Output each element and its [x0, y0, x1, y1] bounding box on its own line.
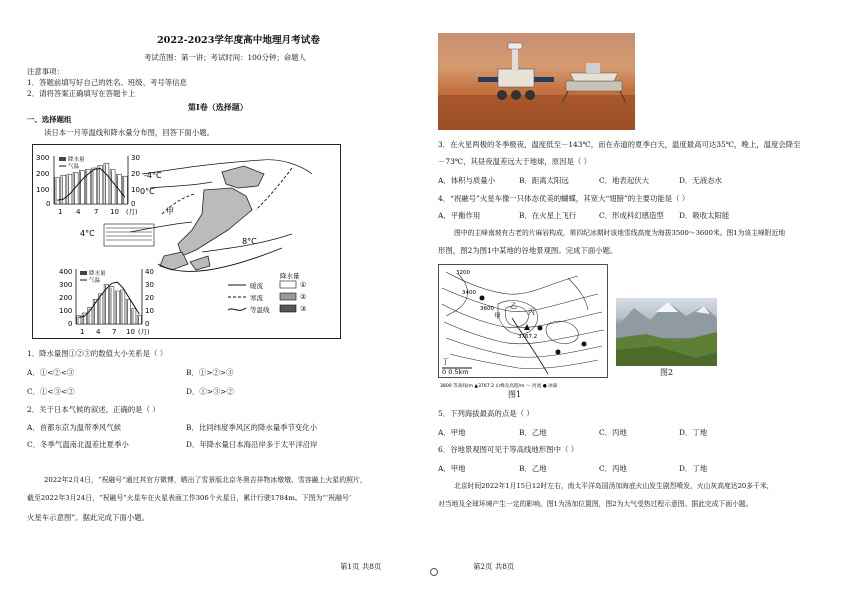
point-jia: 甲	[494, 312, 501, 320]
point-ding: 丁	[442, 358, 449, 366]
legend-temp: 气温	[68, 164, 80, 170]
q3-option-c[interactable]: C．地表起伏大	[599, 176, 649, 185]
q3-option-d[interactable]: D．无液态水	[679, 176, 722, 185]
q5-option-c[interactable]: C．丙地	[599, 428, 627, 437]
x-tick: 4	[96, 328, 101, 336]
passage-topo-line-2: 形图，图2为图1中某地的谷地景观图。完成下面小题。	[438, 246, 618, 255]
precip-bar	[98, 166, 103, 204]
japan-isotherm-precip-map	[32, 144, 342, 340]
x-tick: 1	[80, 328, 85, 336]
y-left-tick: 300	[36, 154, 50, 162]
q4-option-a[interactable]: A．平衡作用	[438, 211, 481, 220]
x-tick: 4	[76, 208, 81, 216]
question-3: 3．在火星两极的冬季极夜，温度低至－143℃，而在赤道的夏季白天，温度最高可达35℃，晚上，温度会降至	[438, 140, 801, 149]
precip-bar	[88, 308, 92, 325]
precip-bar	[92, 168, 97, 204]
passage-tonga-line-2: 对当地及全球环境产生一定的影响。图1为汤加位置图，图2为大气受热过程示意图。据此完成下面小题。	[438, 500, 753, 508]
question-intro: 读日本一月等温线和降水量分布图，回答下面小题。	[44, 128, 214, 137]
notes-heading: 注意事项：	[27, 67, 64, 76]
q3-option-a[interactable]: A．体积与质量小	[438, 176, 496, 185]
legend-precip-swatch	[59, 157, 66, 161]
y-left-tick: 400	[59, 268, 73, 276]
y-left-tick: 100	[59, 307, 73, 315]
peak-elevation: 3767.2	[518, 334, 538, 340]
legend-zone-1: ①	[300, 281, 307, 289]
point-bing: 丙	[528, 308, 535, 316]
y-right-tick: 40	[145, 268, 154, 276]
legend-zone-3: ③	[300, 305, 307, 313]
precip-bar	[104, 163, 109, 204]
q6-option-b[interactable]: B．乙地	[519, 464, 547, 473]
q6-option-a[interactable]: A．甲地	[438, 464, 466, 473]
note-1: 1．答题前填写好自己的姓名、班级、考号等信息	[27, 78, 187, 87]
legend-precip: 降水量	[68, 157, 85, 163]
page-footer-left: 第1页 共8页	[340, 562, 382, 571]
part-title: 第Ⅰ卷（选择题）	[188, 102, 248, 112]
y-right-tick: 30	[131, 154, 140, 162]
question-2: 2．关于日本气候的叙述，正确的是（ ）	[27, 405, 160, 414]
y-right-tick: 10	[131, 186, 140, 194]
zhurong-rover-photo	[438, 33, 635, 130]
x-tick: 7	[112, 328, 117, 336]
legend-zone-2: ②	[300, 293, 307, 301]
isotherm-label-4: 4°C	[80, 229, 95, 238]
precip-bar	[67, 174, 72, 204]
q2-option-c[interactable]: C．冬季气温南北温差比夏季小	[27, 440, 129, 449]
q5-option-b[interactable]: B．乙地	[519, 428, 547, 437]
q4-option-c[interactable]: C．形成科幻感造型	[599, 211, 664, 220]
map-scale: 0 0.5km	[442, 368, 469, 376]
question-5: 5．下列海拔最高的点是（ ）	[438, 409, 534, 418]
isotherm-label-minus4: -4°C	[144, 171, 162, 180]
q2-option-a[interactable]: A．首都东京为温带季风气候	[27, 423, 122, 432]
q1-option-c[interactable]: C．①<③<②	[27, 387, 75, 396]
question-4: 4．“祝融号”火星车像一只体态优美的蝴蝶，其宽大“翅膀”的主要功能是（ ）	[438, 194, 690, 203]
precip-bar	[121, 290, 125, 324]
x-unit: (月)	[138, 328, 150, 336]
elev-3400: 3400	[462, 290, 476, 296]
precip-bar	[132, 309, 136, 324]
legend-precip: 降水量	[89, 271, 106, 277]
exam-title: 2022-2023学年度高中地理月考试卷	[157, 35, 320, 46]
passage-line-3: 火星车示意图”。据此完成下面小题。	[27, 513, 150, 522]
exam-scope: 考试范围：第一讲；考试时间：100分钟；命题人	[144, 53, 306, 62]
question-1: 1．降水量图①②③的数值大小关系是（ ）	[27, 349, 168, 358]
x-tick: 7	[94, 208, 99, 216]
q6-option-d[interactable]: D．丁地	[679, 464, 708, 473]
legend-isotherm: 等温线	[250, 306, 270, 314]
legend-temp: 气温	[89, 278, 101, 284]
topo-legend: 3800 等高线/m ▲3767.2 山峰及高程/m ～ 河流 ● 冰碛	[440, 384, 558, 389]
isotherm-label-0: 0°C	[140, 187, 155, 196]
passage-topo-line-1: 图中的主峰南坡有古老的片麻岩构成，第四纪冰期时该地雪线高度为海拔3500～3600米。图1为该主峰附近地	[454, 229, 786, 237]
precip-bar	[137, 315, 141, 324]
q4-option-b[interactable]: B．在火星上飞行	[519, 211, 577, 220]
note-2: 2．请将答案正确填写在答题卡上	[27, 89, 136, 98]
y-right-tick: 20	[131, 170, 140, 178]
question-3-line2: －73℃，其昼夜温差远大于地球，原因是（ ）	[438, 157, 592, 166]
x-tick: 10	[126, 328, 135, 336]
q3-option-b[interactable]: B．距离太阳远	[519, 176, 569, 185]
page-divider-icon	[430, 568, 438, 576]
precip-bar	[79, 170, 84, 204]
legend-warm: 暖流	[250, 282, 263, 290]
elev-3600: 3600	[480, 306, 494, 312]
y-left-tick: 200	[36, 170, 50, 178]
precip-bar	[122, 176, 127, 204]
y-right-tick: 30	[145, 281, 154, 289]
topographic-map	[438, 264, 608, 390]
q5-option-a[interactable]: A．甲地	[438, 428, 466, 437]
precip-bar	[126, 299, 130, 324]
precip-bar	[110, 169, 115, 204]
location-jia: 甲	[166, 207, 174, 216]
precip-bar	[110, 287, 114, 324]
point-yi: 乙	[510, 302, 517, 310]
x-unit: (月)	[126, 208, 138, 216]
x-tick: 1	[58, 208, 63, 216]
q1-option-d[interactable]: D．①>③>②	[186, 387, 234, 396]
q5-option-d[interactable]: D．丁地	[679, 428, 708, 437]
figure-1-caption: 图1	[508, 390, 522, 399]
y-left-tick: 0	[46, 200, 51, 208]
q1-option-a[interactable]: A．①<②<③	[27, 368, 75, 377]
precip-bar	[73, 172, 78, 204]
y-left-tick: 200	[59, 294, 73, 302]
y-left-tick: 0	[68, 320, 73, 328]
figure-2-caption: 图2	[660, 368, 674, 377]
y-right-tick: 0	[131, 200, 136, 208]
y-left-tick: 300	[59, 281, 73, 289]
passage-line-2: 截至2022年3月24日，“祝融号”火星车在火星表面工作306个火星日，累计行驶1784m。下图为“‘祝融号’	[27, 494, 352, 502]
legend-precip-title: 降水量	[280, 272, 300, 280]
q6-option-c[interactable]: C．丙地	[599, 464, 627, 473]
q2-option-b[interactable]: B．比同纬度季风区的降水量季节变化小	[186, 423, 318, 432]
y-right-tick: 20	[145, 294, 154, 302]
y-right-tick: 0	[145, 320, 150, 328]
question-6: 6．谷地景观图可见于等高线地形图中（ ）	[438, 445, 579, 454]
legend-cold: 寒流	[250, 294, 263, 302]
elev-3200: 3200	[456, 270, 470, 276]
y-right-tick: 10	[145, 307, 154, 315]
x-tick: 10	[110, 208, 119, 216]
valley-landscape-photo	[616, 298, 717, 366]
passage-line-1: 2022年2月4日，“祝融号”通过其官方微博，晒出了雪景版北京冬奥吉祥物冰墩墩、雪容融上火星的照片，	[44, 476, 367, 484]
section-heading: 一、选择题组	[27, 115, 72, 124]
q2-option-d[interactable]: D．年降水量日本海沿岸多于太平洋沿岸	[186, 440, 318, 449]
precip-bar	[115, 291, 119, 324]
q1-option-b[interactable]: B．①>②>③	[186, 368, 234, 377]
isotherm-label-8: 8°C	[242, 237, 257, 246]
q4-option-d[interactable]: D．吸收太阳能	[679, 211, 730, 220]
passage-tonga-line-1: 北京时间2022年1月15日12时左右，南太平洋岛国汤加海底火山发生剧烈喷发，火山灰高度达20多千米，	[454, 482, 774, 490]
page-footer-right: 第2页 共8页	[473, 562, 515, 571]
y-left-tick: 100	[36, 186, 50, 194]
